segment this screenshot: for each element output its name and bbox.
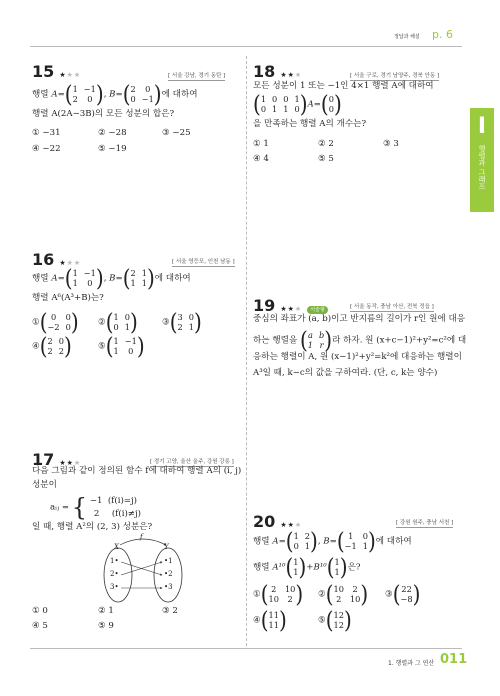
difficulty-stars: ★★★: [280, 71, 303, 79]
question-19-line4: A³일 때, k−c의 값을 구하여라. (단, c, k는 양수): [253, 368, 438, 378]
question-source: [ 강원 원주, 충남 서천 ]: [396, 520, 454, 526]
question-source: [ 경기 고양, 울산 울주, 강원 강릉 ]: [150, 459, 234, 465]
difficulty-stars: ★★★: [59, 259, 82, 267]
footer-page-number: 011: [440, 652, 468, 667]
question-19-line1: 중심의 좌표가 (a, b)이고 반지름의 길이가 r인 원에 대응: [253, 314, 466, 324]
answer-option[interactable]: ⑤ 9: [98, 621, 114, 631]
answer-option[interactable]: ⑤ −19: [98, 144, 127, 154]
answer-option[interactable]: ① ( 0 0 −2 0 ): [32, 308, 79, 336]
header-rule: [30, 46, 462, 47]
difficulty-stars: ★★★: [280, 305, 303, 313]
matrix-b: ( 2 0 0 −1 ): [122, 80, 162, 108]
y-element: •2: [164, 570, 173, 578]
question-source: [ 서울 동작, 충남 아산, 전북 정읍 ]: [350, 304, 434, 310]
answer-option[interactable]: ④ 5: [32, 621, 48, 631]
difficulty-stars: ★★★: [59, 71, 82, 79]
matrix-2x4: ( 1 0 0 1 0 1 1 0 ): [253, 90, 308, 118]
answer-option[interactable]: ① 1: [253, 139, 269, 149]
x-element: 2•: [110, 570, 119, 578]
descriptive-badge: 서술형: [307, 306, 328, 314]
question-17-line1: 다음 그림과 같이 정의된 함수 f에 대하여 행렬 A의 (i, j): [32, 466, 242, 476]
answer-option[interactable]: ① −31: [32, 128, 61, 138]
question-16-line1: 행렬 A= ( 1 −1 1 0 ) , B= ( 2 1 1 1 ) 에 대하여: [32, 264, 191, 292]
x-element: 1•: [110, 557, 119, 565]
footer-rule: [30, 648, 462, 649]
answer-option[interactable]: ② 1: [98, 606, 114, 616]
answer-option[interactable]: ④ −22: [32, 144, 61, 154]
question-source: [ 서울 구로, 경기 남양주, 경북 안동 ]: [350, 73, 440, 79]
matrix-a: ( 1 2 0 1 ): [285, 527, 318, 555]
question-19-line2: 하는 행렬을 ( a b 1 r ) 라 하자. 원 (x+c−1)²+y²=c²에 대: [253, 326, 467, 354]
matrix-a: ( 1 −1 2 0 ): [64, 80, 104, 108]
x-element: 3•: [110, 583, 119, 591]
answer-option[interactable]: ② ( 10 2 2 10 ): [318, 580, 369, 608]
question-number: 17: [32, 450, 55, 469]
set-x-label: X: [114, 543, 119, 551]
answer-option[interactable]: ④ 4: [253, 154, 269, 164]
answer-option[interactable]: ⑤ ( 1 −1 1 0 ): [98, 332, 145, 360]
question-16: [32, 250, 81, 269]
question-19-line3: 응하는 행렬이 A, 원 (x−1)²+y²=k²에 대응하는 행렬이: [253, 352, 462, 362]
question-number: 19: [253, 296, 276, 315]
side-tab-numeral: I: [477, 114, 487, 139]
answer-option[interactable]: ① ( 2 10 10 2 ): [253, 580, 304, 608]
side-tab-title: 행렬과 그래프: [478, 145, 486, 190]
function-f-label: f: [140, 533, 143, 541]
question-source: [ 서울 영등포, 인천 남동 ]: [172, 259, 235, 265]
set-y-label: Y: [164, 543, 169, 551]
y-element: •1: [164, 557, 173, 565]
matrix-b: ( 1 0 −1 1 ): [336, 527, 376, 555]
arc-arrow: [120, 539, 166, 545]
question-18-line3: 을 만족하는 행렬 A의 개수는?: [253, 119, 367, 129]
aij-definition: aᵢⱼ = { −1 (f(i)=j) 2 (f(i)≠j): [50, 493, 142, 522]
answer-option[interactable]: ② −28: [98, 128, 127, 138]
header-page-ref: p. 6: [432, 28, 453, 41]
question-20-line1: 행렬 A= ( 1 2 0 1 ) , B= ( 1 0 −1 1 ) 에 대하여: [253, 527, 412, 555]
answer-option[interactable]: ③ 3: [383, 139, 399, 149]
question-15-line2: 행렬 A(2A−3B)의 모든 성분의 합은?: [32, 109, 175, 119]
difficulty-stars: ★★★: [280, 521, 303, 529]
answer-option[interactable]: ② 2: [318, 139, 334, 149]
circle-matrix: ( a b 1 r ): [299, 326, 333, 354]
answer-option[interactable]: ③ 2: [162, 606, 178, 616]
header-label: 정답과 해설: [394, 34, 420, 40]
answer-option[interactable]: ③ ( 3 0 2 1 ): [162, 308, 202, 336]
question-18-line1: 모든 성분이 1 또는 −1인 4×1 행렬 A에 대하여: [253, 81, 434, 91]
question-source: [ 서울 강남, 경기 동탄 ]: [168, 73, 226, 79]
question-number: 20: [253, 512, 276, 531]
question-15-line1: 행렬 A= ( 1 −1 2 0 ) , B= ( 2 0 0 −1 ) 에 대하여: [32, 80, 198, 108]
answer-option[interactable]: ④ ( 2 0 2 2 ): [32, 332, 72, 360]
answer-option[interactable]: ① 0: [32, 606, 48, 616]
answer-option[interactable]: ③ −25: [162, 128, 191, 138]
answer-option[interactable]: ③ ( 22 −8 ): [385, 580, 421, 608]
difficulty-stars: ★★★: [59, 459, 82, 467]
y-element: •3: [164, 583, 173, 591]
function-diagram: [96, 535, 196, 605]
question-number: 15: [32, 62, 55, 81]
matrix-b: ( 2 1 1 1 ): [122, 264, 155, 292]
side-tab: [470, 108, 494, 212]
question-18: [253, 62, 302, 81]
answer-option[interactable]: ② ( 1 0 0 1 ): [98, 308, 138, 336]
question-17-line2: 성분이: [32, 480, 57, 490]
answer-option[interactable]: ⑤ ( 12 12 ): [318, 606, 352, 634]
question-number: 18: [253, 62, 276, 81]
zero-vector: ( 0 0 ): [320, 90, 342, 118]
answer-option[interactable]: ④ ( 11 11 ): [253, 606, 287, 634]
question-17-line3: 일 때, 행렬 A²의 (2, 3) 성분은?: [32, 522, 153, 532]
question-20: [253, 512, 302, 531]
question-16-line2: 행렬 A⁶(A³+B)는?: [32, 293, 104, 303]
footer-section: 1. 행렬과 그 연산: [388, 660, 435, 667]
question-20-line2: 행렬 A¹⁰ ( 1 1 ) +B¹⁰ ( 1 1 ) 은?: [253, 553, 361, 581]
question-number: 16: [32, 250, 55, 269]
column-divider: [246, 56, 247, 646]
answer-option[interactable]: ⑤ 5: [318, 154, 334, 164]
question-18-equation: ( 1 0 0 1 0 1 1 0 ) A= ( 0 0 ): [253, 90, 342, 118]
matrix-a: ( 1 −1 1 0 ): [64, 264, 104, 292]
